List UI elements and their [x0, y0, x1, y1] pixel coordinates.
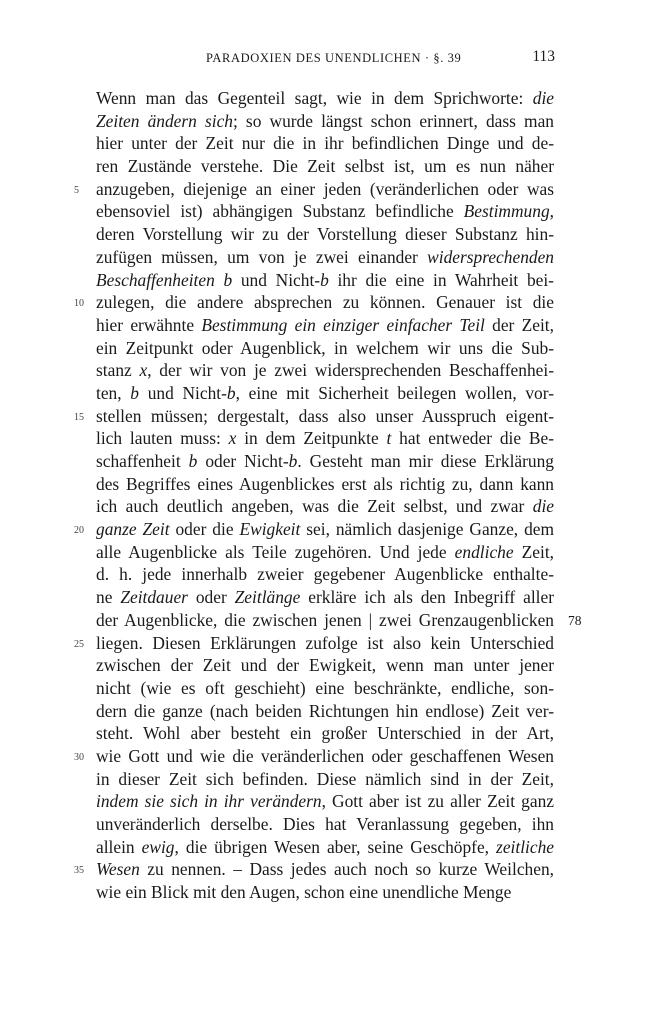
text-segment: oder Nicht- [197, 451, 289, 471]
italic-text: Bestimmung ein einziger einfacher Teil [201, 314, 485, 335]
text-line [96, 677, 554, 700]
line-number: 5 [74, 184, 79, 196]
text-line [96, 337, 554, 360]
text-line [74, 291, 554, 314]
text-line [74, 405, 554, 428]
text-segment: stanz [96, 360, 140, 381]
text-line [96, 813, 554, 836]
italic-text: Zeitdauer [120, 587, 188, 608]
text-segment: liegen. Diesen Erklärungen zufolge ist also kein Unterschied [96, 632, 554, 653]
text-segment: in dieser Zeit sich befinden. Diese nämlich sind in der Zeit, [96, 768, 554, 789]
text-segment: erkläre ich als den Inbegriff aller [300, 587, 554, 608]
italic-text: x [139, 360, 148, 381]
italic-text: b [226, 382, 236, 403]
text-segment: schaffenheit [96, 451, 189, 471]
body-text [74, 87, 582, 904]
line-number: 15 [74, 411, 84, 423]
italic-text: die [532, 496, 554, 517]
text-segment: Zeit, [513, 541, 554, 562]
text-segment: , die übrigen Wesen aber, seine Geschöpfe, [174, 836, 497, 857]
italic-text: b [320, 269, 329, 290]
text-line [96, 722, 554, 745]
italic-text: Ewigkeit [239, 519, 301, 540]
line-number: 20 [74, 525, 84, 537]
text-segment: steht. Wohl aber besteht ein großer Unterschied in der Art, [96, 723, 554, 744]
text-line [74, 178, 554, 201]
text-line [96, 382, 554, 405]
text-segment: nicht (wie es oft geschieht) eine beschränkte, endliche, son- [96, 677, 554, 698]
line-number: 30 [74, 751, 84, 763]
text-segment: ne [96, 587, 121, 608]
text-line [96, 495, 554, 518]
text-segment: des Begriffes eines Augenblickes erst als richtig zu, dann kann [96, 473, 554, 494]
text-segment: ten, [96, 382, 131, 403]
text-line [74, 518, 555, 541]
text-line [96, 87, 554, 110]
text-line [96, 200, 554, 223]
text-segment: ebensoviel ist) abhängigen Substanz befindliche [96, 201, 464, 222]
text-segment: alle Augenblicke als Teile zugehören. Und jede [96, 541, 455, 562]
text-line [96, 563, 554, 586]
text-segment: wie ein Blick mit den Augen, schon eine unendliche Menge [96, 882, 512, 903]
text-segment: d. h. jede innerhalb zweier gegebener Augenblicke enthalte- [96, 564, 554, 585]
text-segment: , der wir von je zwei widersprechenden Beschaffenhei- [147, 360, 554, 381]
text-segment: oder [187, 587, 235, 608]
text-line [96, 473, 554, 496]
text-line [96, 359, 554, 382]
italic-text: zeitliche [496, 836, 554, 857]
text-segment: , eine mit Sicherheit beilegen wollen, vor- [235, 382, 554, 403]
text-segment: der Zeit, [484, 314, 554, 335]
italic-text: endliche [454, 541, 514, 562]
text-line [96, 881, 554, 904]
italic-text: widersprechenden [427, 246, 554, 267]
text-segment: dern die ganze (nach beiden Richtungen hin endlose) Zeit ver- [96, 700, 554, 721]
text-segment: wie Gott und wie die veränderlichen oder geschaffenen Wesen [96, 745, 554, 766]
text-line [96, 269, 554, 292]
text-segment: und Nicht- [232, 269, 321, 290]
text-segment: und Nicht- [139, 382, 227, 403]
text-segment: ich auch deutlich angeben, was die Zeit selbst, und zwar [96, 496, 533, 517]
text-line [96, 768, 554, 791]
text-segment: deren Vorstellung wir zu der Vorstellung dieser Substanz hin- [96, 224, 554, 245]
italic-text: Bestimmung [463, 201, 550, 222]
margin-page-reference: 78 [568, 612, 582, 628]
line-number: 10 [74, 298, 84, 310]
text-segment: zulegen, die andere absprechen zu können. Genauer ist die [96, 292, 554, 313]
text-segment: . Gesteht man mir diese Erklärung [297, 451, 555, 471]
italic-text: Zeiten ändern sich [96, 110, 233, 131]
text-segment: ; so wurde längst schon erinnert, dass man [232, 110, 554, 131]
text-line [96, 700, 554, 723]
text-line [74, 858, 554, 881]
italic-text: b [288, 451, 298, 471]
text-line [96, 314, 554, 337]
text-segment: hat entweder die Be- [391, 428, 555, 449]
text-segment: hier unter der Zeit nur die in ihr befindlichen Dinge und de- [96, 133, 554, 154]
italic-text: x [228, 428, 237, 449]
text-segment: anzugeben, diejenige an einer jeden (veränderlichen oder was [96, 178, 554, 199]
italic-text: ewig [141, 836, 175, 857]
line-number: 35 [74, 865, 84, 877]
text-line [96, 654, 554, 677]
text-segment: hier erwähnte [96, 314, 202, 335]
text-segment: zu nennen. – Dass jedes auch noch so kurze Weilchen, [139, 859, 554, 880]
text-segment: unveränderlich derselbe. Dies hat Veranlassung gegeben, ihn [96, 814, 554, 834]
text-line [74, 632, 554, 655]
text-line [96, 427, 554, 450]
running-head: PARADOXIEN DES UNENDLICHEN · §. 39 [206, 51, 462, 65]
text-segment: sei, nämlich dasjenige Ganze, dem [300, 519, 555, 540]
text-segment: der Augenblicke, die zwischen jenen | zwei Grenzaugenblicken [96, 609, 554, 630]
text-segment: in dem Zeitpunkte [236, 428, 387, 449]
italic-text: ganze Zeit [96, 519, 170, 540]
text-line [96, 155, 554, 178]
text-segment: allein [96, 836, 142, 857]
text-line [96, 541, 554, 564]
page-number: 113 [532, 48, 555, 65]
text-line [96, 110, 554, 133]
italic-text: b [130, 382, 139, 403]
italic-text: die [532, 88, 554, 108]
text-segment: , [549, 201, 554, 222]
italic-text: b [188, 451, 198, 471]
text-segment: zufügen müssen, um von je zwei einander [96, 246, 428, 267]
italic-text: Zeitlänge [234, 587, 301, 608]
text-segment: ein Zeitpunkt oder Augenblick, in welchem wir uns die Sub- [96, 337, 554, 358]
text-line [96, 132, 554, 155]
italic-text: Beschaffenheiten b [96, 269, 233, 290]
text-segment: , Gott aber ist zu aller Zeit ganz [321, 791, 554, 812]
text-segment: ihr die eine in Wahrheit bei- [328, 269, 554, 290]
italic-text: Wesen [96, 859, 140, 880]
line-number: 25 [74, 638, 84, 650]
text-segment: oder die [169, 519, 240, 540]
text-line [96, 586, 554, 609]
text-line [96, 609, 582, 632]
text-segment: Wenn man das Gegenteil sagt, wie in dem Sprichworte: [96, 88, 533, 108]
text-segment: zwischen der Zeit und der Ewigkeit, wenn man unter jener [96, 655, 554, 676]
text-line [96, 223, 554, 246]
italic-text: indem sie sich in ihr verändern [96, 791, 322, 812]
text-segment: lich lauten muss: [96, 428, 229, 449]
italic-text: t [386, 428, 392, 449]
page-header [0, 48, 650, 68]
text-line [74, 745, 554, 768]
text-segment: ren Zustände verstehe. Die Zeit selbst ist, um es nun näher [96, 156, 554, 177]
text-line [96, 790, 554, 813]
text-line [96, 246, 554, 269]
text-line [96, 836, 554, 859]
text-segment: stellen müssen; dergestalt, dass also unser Ausspruch eigent- [96, 405, 554, 426]
text-line [96, 450, 554, 473]
